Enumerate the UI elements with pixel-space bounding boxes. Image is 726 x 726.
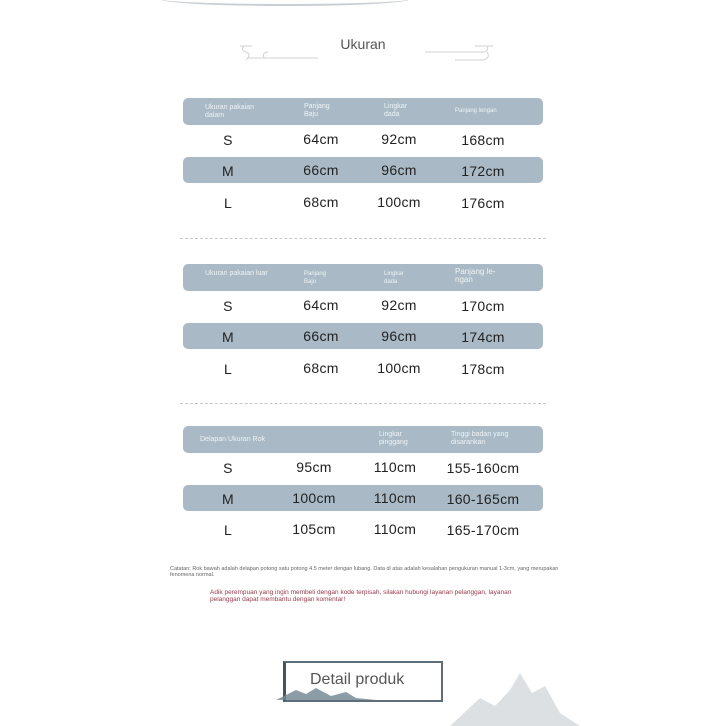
header-chest: Lingkar dada xyxy=(384,271,404,285)
cloud-ornament-right-icon xyxy=(425,42,495,62)
header-size: Delapan Ukuran Rok xyxy=(200,436,265,443)
cell-size: S xyxy=(223,132,233,148)
cell-chest: 100cm xyxy=(377,360,421,376)
cell-chest: 100cm xyxy=(377,194,421,210)
cell-size: L xyxy=(223,361,233,377)
divider xyxy=(180,403,546,404)
header-size: Ukuran pakaian luar xyxy=(205,270,268,277)
table-header xyxy=(183,426,543,453)
cell-waist: 110cm xyxy=(373,490,417,506)
cell-waist: 110cm xyxy=(373,521,417,537)
cell-length: 105cm xyxy=(292,521,336,537)
cell-sleeve: 172cm xyxy=(461,163,505,179)
header-size: Ukuran pakaian dalam xyxy=(205,104,255,119)
cell-sleeve: 170cm xyxy=(461,298,505,314)
top-arc-decoration xyxy=(160,0,410,6)
cell-chest: 96cm xyxy=(381,162,417,178)
cell-length: 100cm xyxy=(292,490,336,506)
cell-size: S xyxy=(223,460,233,476)
cell-length: 64cm xyxy=(303,131,339,147)
header-length: Panjang Baju xyxy=(304,103,330,118)
cell-height: 165-170cm xyxy=(446,522,520,538)
cell-sleeve: 174cm xyxy=(461,329,505,345)
header-sleeve: Panjang le-ngan xyxy=(455,267,496,284)
cell-sleeve: 176cm xyxy=(461,195,505,211)
mountain-brush-icon xyxy=(276,680,376,702)
cell-sleeve: 168cm xyxy=(461,132,505,148)
mountain-landscape-icon xyxy=(450,668,580,726)
cell-size: S xyxy=(223,298,233,314)
cell-length: 68cm xyxy=(303,360,339,376)
cell-chest: 92cm xyxy=(381,297,417,313)
header-waist: Lingkar pinggang xyxy=(379,431,408,446)
header-sleeve: Panjang lengan xyxy=(455,108,497,114)
divider xyxy=(180,238,546,239)
cell-height: 155-160cm xyxy=(446,460,520,476)
cell-size: M xyxy=(222,163,234,179)
customer-service-note: Adik perempuan yang ingin membeli dengan kode terpisah, silakan hubungi layanan pelanggan, layanan pelanggan dapat membantu dengan komentar! xyxy=(210,589,512,603)
header-length: Panjang Baju xyxy=(304,271,327,285)
measurement-note: Catatan: Rok bawah adalah delapan potong satu potong 4.5 meter dengan lubang. Data di atas adalah kesalahan pengukuran manual 1-3cm, yang merupakan fenomena normal. xyxy=(170,566,559,578)
header-height: Tinggi badan yang disarankan xyxy=(451,431,509,446)
section-title: Ukuran xyxy=(340,36,386,52)
detail-produk-label: Detail produk xyxy=(310,671,405,688)
cell-size: M xyxy=(222,491,234,507)
header-chest: Lingkar dada xyxy=(384,103,407,118)
cell-length: 66cm xyxy=(303,162,339,178)
cell-length: 95cm xyxy=(296,459,332,475)
cell-waist: 110cm xyxy=(373,459,417,475)
cell-height: 160-165cm xyxy=(446,491,520,507)
cell-chest: 96cm xyxy=(381,328,417,344)
cell-chest: 92cm xyxy=(381,131,417,147)
cell-sleeve: 178cm xyxy=(461,361,505,377)
cell-size: L xyxy=(223,522,233,538)
table-header xyxy=(183,98,543,125)
cell-length: 66cm xyxy=(303,328,339,344)
cell-size: L xyxy=(223,195,233,211)
table-header xyxy=(183,264,543,291)
cell-length: 64cm xyxy=(303,297,339,313)
cell-size: M xyxy=(222,329,234,345)
cell-length: 68cm xyxy=(303,194,339,210)
